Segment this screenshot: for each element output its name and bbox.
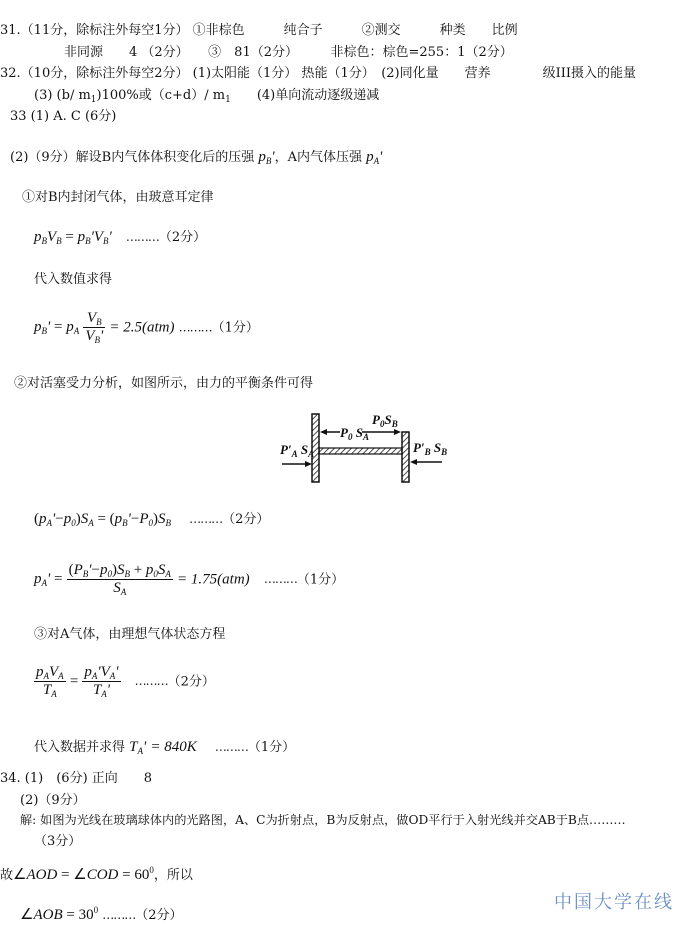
- q34-part-2: (2)（9分）: [20, 793, 86, 808]
- q32-line-2-b: )100%或（c+d）/ m: [96, 88, 226, 103]
- result-value: = 840K: [150, 739, 197, 755]
- substitute-text: 代入数值求得: [34, 272, 113, 287]
- q34-solution: 解: 如图为光线在玻璃球体内的光路图，A、C为折射点，B为反射点，做OD平行于入射光线并交AB于B点………: [20, 813, 626, 827]
- reason-prefix: 故: [0, 868, 14, 883]
- q31-line-1: 31.（11分，除标注外每空1分） ①非棕色 纯合子 ②测交 种类 比例: [0, 23, 518, 38]
- equation-5-right-fraction: $\frac{p_A'V_A'}{T_A'}$: [84, 664, 119, 700]
- q32-line-1: 32.（10分，除标注外每空2分） (1)太阳能（1分） 热能（1分） (2)同化量 营养 级III摄入的能量: [0, 66, 637, 81]
- equation-2-lhs: $p_B' = p_A$: [34, 319, 80, 337]
- symbol-pb-prime: $p_B'$: [258, 149, 275, 166]
- q32-line-2-a: (3) (b/ m: [34, 88, 91, 103]
- equation-2-value: = 2.5(atm): [109, 319, 175, 336]
- equation-4-lhs: $p_A'$ =: [34, 571, 63, 589]
- equation-2-score: （1分）: [211, 320, 259, 336]
- equation-5-equals: =: [69, 673, 79, 690]
- equation-1-math: $p_BV_B = p_B'V_B'$: [34, 229, 112, 246]
- q32-line-2-c: (4)单向流动逐级递减: [230, 88, 380, 103]
- equation-3-math: $(p_A'-p_0)S_A = (p_B'-P_0)S_B$: [34, 511, 172, 528]
- result-dots: ………: [214, 740, 248, 754]
- label-pb-sb: $P'_B$ $S_B$: [413, 440, 448, 457]
- equation-4-score: （1分）: [296, 572, 345, 588]
- q34-angle-line-2: [20, 905, 183, 923]
- equation-5: [34, 664, 215, 700]
- symbol-pa-prime: $p_A'$: [366, 149, 383, 166]
- result-text: 代入数据并求得: [34, 740, 126, 755]
- angle-line-2-dots: ………: [102, 908, 136, 922]
- equation-1-score: （2分）: [158, 230, 207, 245]
- equation-5-left-fraction: $\frac{p_AV_A}{T_A}$: [36, 664, 64, 700]
- q33-part-2-text: (2)（9分）解设B内气体体积变化后的压强: [10, 150, 255, 165]
- equation-2-dots: ………: [178, 320, 212, 335]
- label-p0-sb: $P_0S_B$: [372, 412, 398, 429]
- q33-part-2-mid: ，A内气体压强: [274, 150, 362, 165]
- result-line: [34, 740, 295, 755]
- step-3-text: ③对A气体，由理想气体状态方程: [34, 627, 226, 642]
- equation-2-fraction: $\frac{V_B}{V_B'}$: [85, 310, 104, 346]
- q33-part-1: 33 (1) A. C (6分): [10, 109, 117, 124]
- left-piston-plate: [312, 414, 319, 482]
- equation-3-score: （2分）: [222, 512, 270, 527]
- q32-line-2-sub2: 1: [225, 95, 231, 105]
- equation-4-value: = 1.75(atm): [177, 571, 250, 588]
- angle-aob: ∠AOB = $30^0$: [20, 905, 99, 923]
- equation-5-dots: ………: [134, 674, 168, 689]
- equation-4-dots: ………: [263, 572, 297, 587]
- angle-line-2-score: （2分）: [135, 908, 183, 923]
- equation-1: [34, 230, 206, 245]
- result-symbol: $T_A'$: [129, 739, 147, 756]
- angle-line-suffix: ，所以: [153, 868, 193, 883]
- equation-4: [34, 562, 344, 598]
- q33-part-2: [10, 150, 382, 165]
- label-pa-sa: $P'_A$ $S_A$: [280, 442, 315, 459]
- q34-solution-score: （3分）: [34, 834, 82, 849]
- watermark-logo: 中国大学在线: [554, 892, 674, 913]
- q34-part-1: 34. (1) (6分) 正向 8: [0, 771, 153, 786]
- right-piston-plate: [402, 432, 409, 482]
- piston-force-diagram: [276, 410, 456, 488]
- equation-1-dots: ………: [125, 230, 159, 244]
- equation-5-score: （2分）: [167, 674, 215, 690]
- step-1-text: ①对B内封闭气体，由玻意耳定律: [22, 190, 214, 205]
- equation-3: [34, 512, 269, 527]
- equation-3-dots: ………: [189, 512, 223, 526]
- step-2-text: ②对活塞受力分析，如图所示，由力的平衡条件可得: [14, 376, 314, 391]
- result-score: （1分）: [247, 740, 296, 755]
- angle-equation: ∠AOD = ∠COD = $60^0$: [13, 865, 154, 883]
- equation-4-fraction: $\frac{(P_B'-p_0)S_B + p_0S_A}{S_A}$: [68, 562, 171, 598]
- piston-svg: [276, 410, 456, 488]
- q32-line-2: [34, 88, 380, 105]
- equation-2: [34, 310, 259, 346]
- q32-line-2-sub: 1: [90, 95, 97, 105]
- label-p0-sa: $P_0$ $S_A$: [340, 425, 369, 442]
- q31-line-2: 非同源 4 （2分） ③ 81（2分） 非棕色：棕色=255：1（2分）: [64, 45, 513, 60]
- q34-angle-line-1: [0, 865, 193, 883]
- connecting-rod: [319, 448, 402, 454]
